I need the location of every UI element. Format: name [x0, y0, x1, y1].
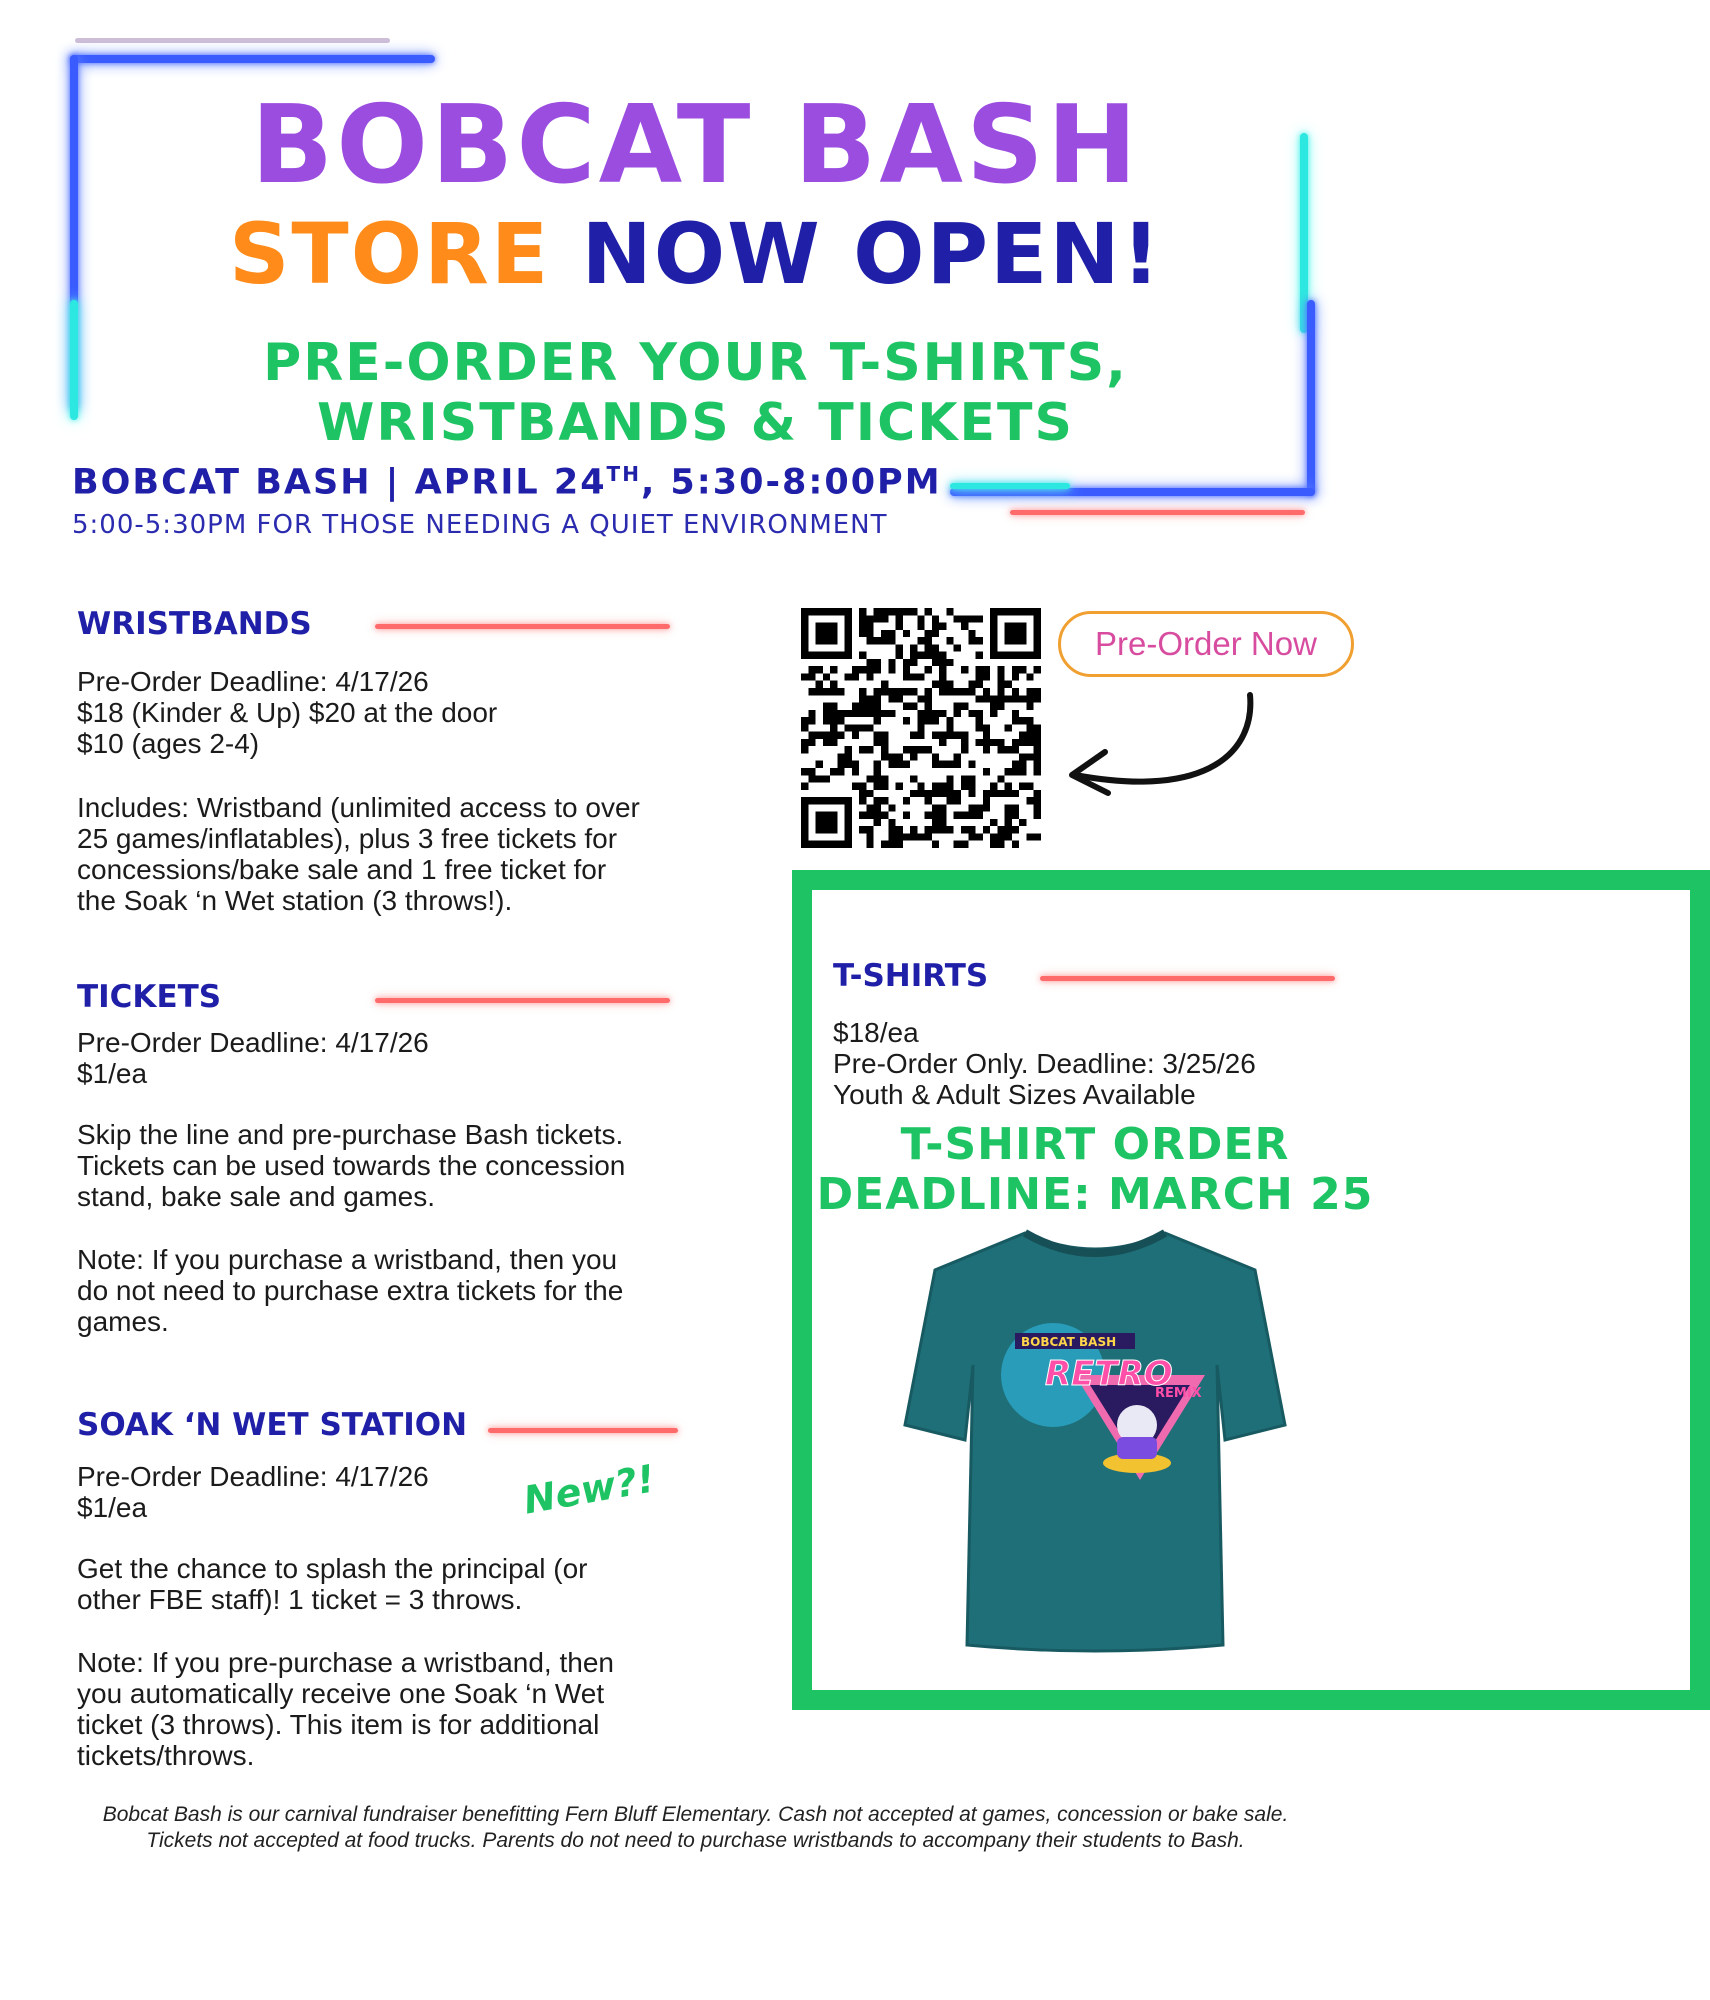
tshirt-order-deadline [815, 1120, 1375, 1220]
neon-frame-top [70, 55, 435, 63]
wristbands-includes: Includes: Wristband (unlimited access to over 25 games/inflatables), plus 3 free tickets for concessions/bake sale and 1 free ticket for the Soak ‘n Wet station (3 throws!). [77, 792, 640, 916]
shirt-graphic-main: RETRO [1045, 1354, 1173, 1394]
store-word: STORE [228, 205, 551, 303]
tickets-prices: Pre-Order Deadline: 4/17/26 $1/ea [77, 1027, 429, 1089]
pre-order-now-button[interactable]: Pre-Order Now [1058, 611, 1354, 677]
tickets-divider [375, 998, 670, 1003]
tshirt-deadline-line1: T-SHIRT ORDER [900, 1119, 1290, 1170]
subtitle-line1: PRE-ORDER YOUR T-SHIRTS, [263, 333, 1128, 393]
preorder-subtitle [0, 333, 1391, 453]
tickets-description: Skip the line and pre-purchase Bash tickets. Tickets can be used towards the concession stand, bake sale and games. [77, 1119, 626, 1212]
wristbands-divider [375, 624, 670, 629]
event-main: BOBCAT BASH | APRIL 24 [72, 462, 607, 503]
shirt-graphic-top: BOBCAT BASH [1021, 1335, 1117, 1349]
soak-prices: Pre-Order Deadline: 4/17/26 $1/ea [77, 1461, 429, 1523]
tickets-heading: TICKETS [77, 979, 222, 1015]
new-badge [515, 1456, 659, 1523]
event-date-suffix: TH [606, 462, 641, 486]
neon-frame-bottom [950, 488, 1315, 496]
tshirt-image [905, 1225, 1285, 1655]
arrow-icon [1060, 690, 1260, 810]
neon-frame-bottom-inner [950, 483, 1070, 489]
footer-disclaimer: Bobcat Bash is our carnival fundraiser benefitting Fern Bluff Elementary. Cash not accepted at games, concession or bake sale. Tickets not accepted at food trucks. Parents do not need to purchase wristbands to accompany their students to Bash. [102, 1803, 1289, 1852]
qr-code[interactable] [801, 608, 1041, 848]
quiet-environment-note: 5:00-5:30PM FOR THOSE NEEDING A QUIET ENVIRONMENT [72, 510, 888, 540]
tshirts-details: $18/ea Pre-Order Only. Deadline: 3/25/26 Youth & Adult Sizes Available [833, 1017, 1256, 1110]
event-date-line [72, 462, 942, 503]
wristbands-prices: Pre-Order Deadline: 4/17/26 $18 (Kinder & Up) $20 at the door $10 (ages 2-4) [77, 666, 498, 759]
new-badge-text: New?! [520, 1456, 659, 1523]
soak-heading: SOAK ‘N WET STATION [77, 1407, 468, 1443]
event-time: , 5:30-8:00PM [640, 462, 942, 503]
store-open-heading [0, 205, 1391, 303]
soak-note: Note: If you pre-purchase a wristband, then you automatically receive one Soak ‘n Wet ticket (3 throws). This item is for additional tickets/throws. [77, 1647, 614, 1771]
soak-divider [488, 1428, 678, 1433]
tshirts-heading: T-SHIRTS [833, 958, 989, 994]
page-title: BOBCAT BASH [250, 83, 1141, 208]
tickets-note: Note: If you purchase a wristband, then you do not need to purchase extra tickets for the games. [77, 1244, 624, 1337]
shirt-graphic-side: REMIX [1155, 1386, 1202, 1401]
subtitle-line2: WRISTBANDS & TICKETS [317, 393, 1074, 453]
neon-accent-bottom [1010, 510, 1305, 515]
tshirts-divider [1040, 976, 1335, 981]
wristbands-heading: WRISTBANDS [77, 606, 312, 642]
neon-accent-top [75, 38, 390, 43]
tshirt-deadline-line2: DEADLINE: MARCH 25 [816, 1169, 1374, 1220]
now-open-word: NOW OPEN! [581, 205, 1163, 303]
soak-description: Get the chance to splash the principal (or other FBE staff)! 1 ticket = 3 throws. [77, 1553, 588, 1615]
